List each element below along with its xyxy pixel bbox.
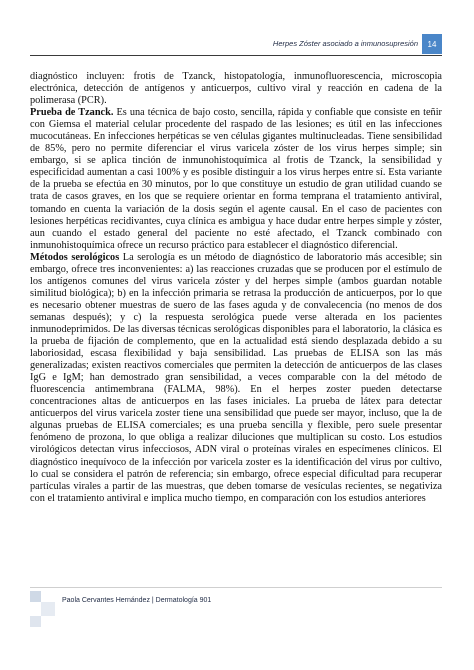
heading-serology: Métodos serológicos: [30, 251, 120, 263]
page-number-badge: 14: [422, 34, 442, 54]
heading-tzanck: Prueba de Tzanck.: [30, 107, 114, 119]
paragraph-tzanck: [30, 107, 442, 252]
page-header: [0, 34, 474, 56]
footer-decor-square: [30, 591, 41, 602]
header-divider: [30, 55, 442, 56]
footer-author: Paola Cervantes Hernández | Dermatología 901: [62, 597, 212, 604]
serology-text: La serología es un método de diagnóstico de laboratorio más accesible; sin embargo, ofrece tres inconvenientes: a) las reacciones cruzadas que se producen por el estímulo de los antígenos comunes del virus varicela zóster y del herpes simple (ambos guardan notable similitud biológica); b) en la infección primaria se retrasa la producción de anticuerpos, por lo que es necesario obtener muestras de suero de las fases aguda y de convalecencia (no menos de dos semanas después); y c) la respuesta serológica puede verse alterada en los pacientes inmunodeprimidos. De las diversas técnicas serológicas disponibles para el laboratorio, la clásica es la prueba de fijación de complemento, que en la actualidad está siendo desplazada debido a su laboriosidad, escasa flexibilidad y baja sensibilidad. Las pruebas de ELISA son las más generalizadas; existen reactivos comerciales que permiten la detección de anticuerpos de las clases IgG e IgM; han demostrado gran sensibilidad, a veces comparable con la del método de fluorescencia antimembrana (FALMA, 98%). En el herpes zoster pueden detectarse concentraciones altas de anticuerpos en las fases iniciales. La prueba de látex para detectar anticuerpos del virus varicela zoster tiene una sensibilidad que puede ser mayor, incluso, que la de algunas pruebas de ELISA comerciales; es una prueba sencilla y flexible, pero suele presentar fenómeno de prozona, lo que obliga a realizar diluciones que multiplican su costo. Los estudios virológicos detectan virus infecciosos, ADN viral o proteínas virales en especímenes clínicos. El diagnóstico inequívoco de la infección por varicela zoster es la identificación del virus por cultivo, lo cual se considera el patrón de referencia; sin embargo, ofrece especial dificultad para recuperar partículas virales a partir de las muestras, que deben tomarse de vesículas recientes, se negativiza con el tratamiento antiviral e implica mucho tiempo, en comparación con los estudios anteriores: [30, 251, 442, 504]
paragraph-diagnosis-intro: diagnóstico incluyen: frotis de Tzanck, histopatología, inmunofluorescencia, microscopia electrónica, detección de antígenos y anticuerpos, cultivo viral y reacción en cadena de la polimerasa (PCR).: [30, 71, 442, 107]
footer-decor-square: [30, 616, 41, 627]
footer-decor-square: [41, 602, 55, 616]
paragraph-serology: [30, 252, 442, 505]
document-body: [30, 71, 442, 505]
running-title: Herpes Zóster asociado a inmunosupresión: [272, 39, 418, 48]
footer-divider: [30, 587, 442, 588]
tzanck-text: Es una técnica de bajo costo, sencilla, rápida y confiable que consiste en teñir con Giemsa el material celular procedente del raspado de las lesiones; es útil en las infecciones mucocutáneas. En infecciones herpéticas se ven células gigantes multinucleadas. Tiene sensibilidad de 85%, pero no permite diferenciar el virus varicela zóster de los virus herpes simple; sin embargo, si se aplica tinción de inmunohistoquímica al frotis de Tzanck, la sensibilidad y especificidad aumentan a casi 100% y es posible distinguir a los virus herpes entre sí. Esta variante de la prueba se efectúa en 30 minutos, por lo que constituye un estudio de gran utilidad cuando se trata de casos graves, en los que se requiere orientar en forma temprana el tratamiento antiviral, tomando en cuenta la variación de la dosis según el agente causal. En el caso de pacientes con lesiones herpéticas recidivantes, cuya clínica es ambigua y hace dudar entre herpes simple y zóster, aun cuando el estado general del paciente no esté afectado, el Tzanck combinado con inmunohistoquímica ofrece un recurso práctico para establecer el diagnóstico diferencial.: [30, 107, 442, 251]
